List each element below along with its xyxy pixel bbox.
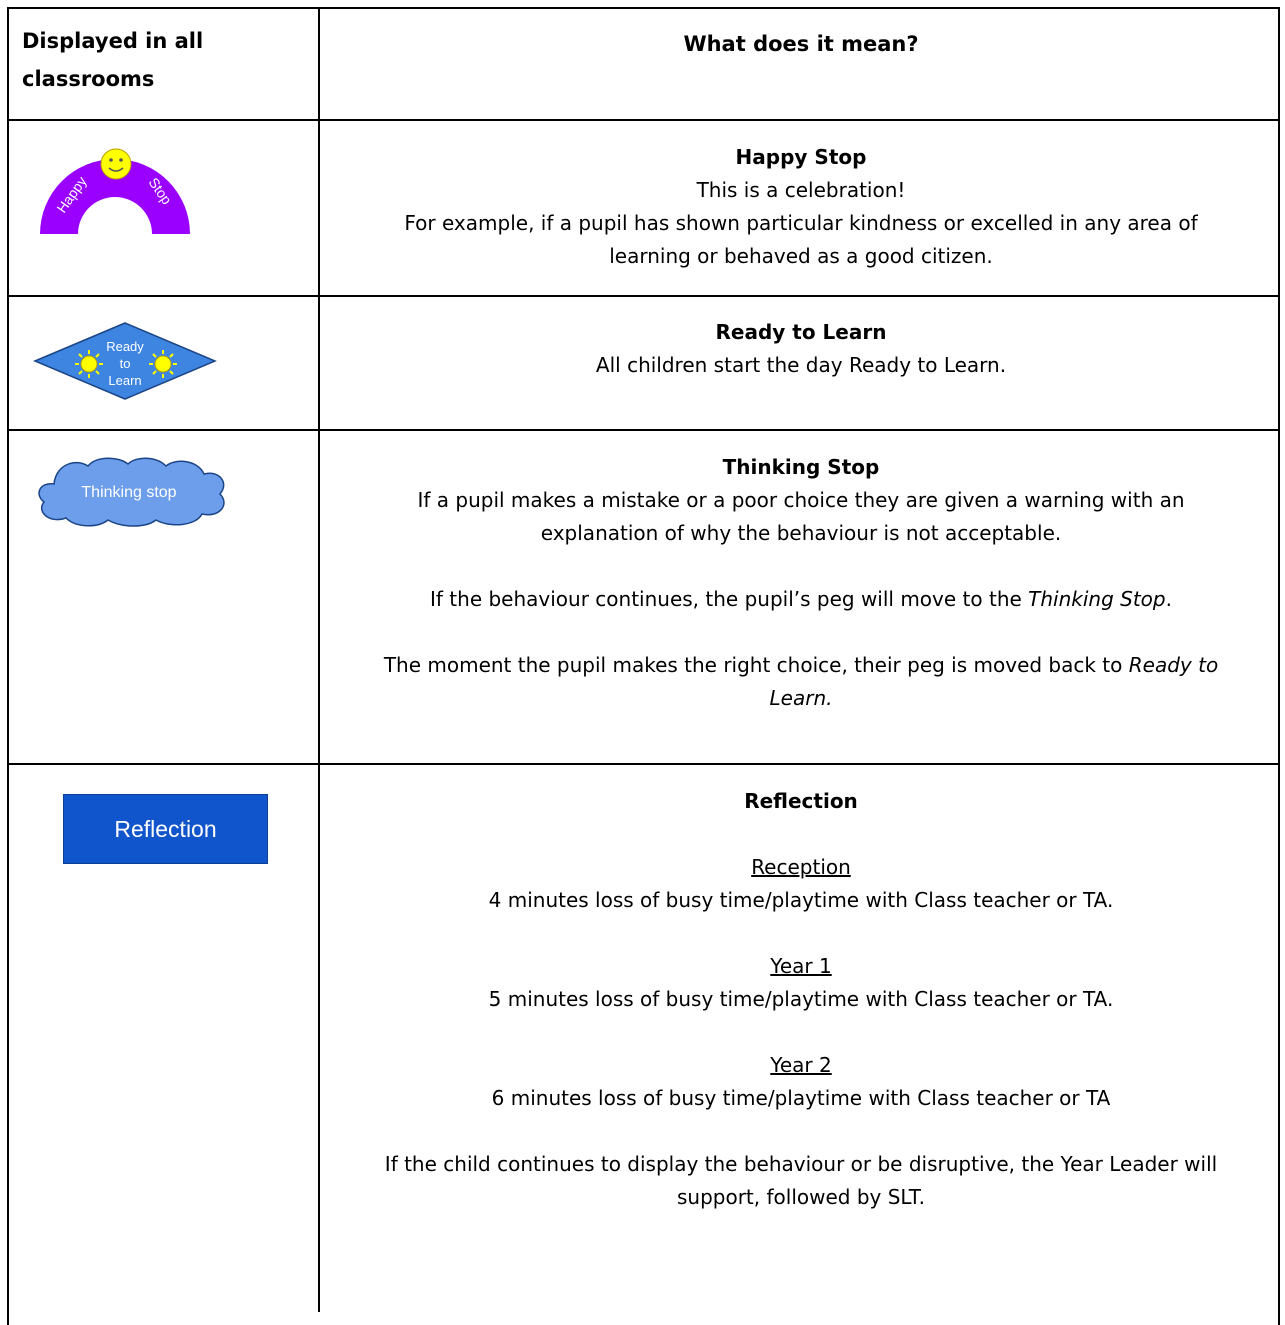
ready-icon-line2: to	[119, 356, 131, 371]
thinking-stop-line4: The moment the pupil makes the right choice, their peg is moved back to Ready to	[383, 653, 1219, 677]
ready-to-learn-diamond-icon	[32, 320, 218, 402]
year1-text: 5 minutes loss of busy time/playtime with Class teacher or TA.	[488, 987, 1114, 1011]
thinking-stop-line2: explanation of why the behaviour is not acceptable.	[540, 521, 1062, 545]
ready-to-learn-description	[322, 316, 1280, 382]
happy-icon-label: Happy	[53, 173, 90, 216]
reception-heading: Reception	[751, 855, 851, 879]
thinking-stop-line3: If the behaviour continues, the pupil’s peg will move to the Thinking Stop.	[430, 587, 1172, 611]
ready-icon-line1: Ready	[106, 339, 144, 354]
thinking-stop-emphasis: Thinking Stop	[1028, 587, 1166, 611]
ready-to-learn-title: Ready to Learn	[715, 320, 887, 344]
ready-to-learn-line1: All children start the day Ready to Learn.	[595, 353, 1007, 377]
ready-to-emphasis: Ready to	[1128, 653, 1219, 677]
happy-stop-line2: For example, if a pupil has shown particular kindness or excelled in any area of	[404, 211, 1198, 235]
learn-emphasis: Learn.	[769, 686, 833, 710]
year2-text: 6 minutes loss of busy time/playtime with Class teacher or TA	[491, 1086, 1111, 1110]
reflection-title: Reflection	[744, 789, 858, 813]
thinking-stop-line5	[322, 682, 1280, 715]
thinking-stop-title: Thinking Stop	[722, 455, 880, 479]
happy-stop-arch-icon	[30, 140, 200, 240]
reflection-button-icon	[63, 794, 268, 864]
header-col2: What does it mean?	[683, 32, 919, 56]
happy-stop-title: Happy Stop	[735, 145, 867, 169]
reflection-description	[322, 785, 1280, 1214]
header-col1: Displayed in all classrooms	[22, 29, 204, 91]
thinking-cloud-icon	[32, 452, 230, 528]
reflection-button-label: Reflection	[114, 815, 217, 842]
reflection-footer2: support, followed by SLT.	[676, 1185, 926, 1209]
column-divider	[318, 7, 320, 1312]
happy-stop-line1: This is a celebration!	[696, 178, 906, 202]
thinking-icon-label: Thinking stop	[81, 484, 177, 501]
ready-icon-line3: Learn	[108, 373, 142, 388]
happy-stop-description	[322, 141, 1280, 273]
reception-text: 4 minutes loss of busy time/playtime with Class teacher or TA.	[488, 888, 1114, 912]
thinking-stop-line1: If a pupil makes a mistake or a poor choice they are given a warning with an	[417, 488, 1185, 512]
happy-stop-line3: learning or behaved as a good citizen.	[609, 244, 993, 268]
thinking-stop-description	[322, 451, 1280, 715]
stop-icon-label: Stop	[145, 174, 176, 208]
year2-heading: Year 2	[770, 1053, 832, 1077]
year1-heading: Year 1	[770, 954, 832, 978]
reflection-footer1: If the child continues to display the behaviour or be disruptive, the Year Leader will	[384, 1152, 1218, 1176]
